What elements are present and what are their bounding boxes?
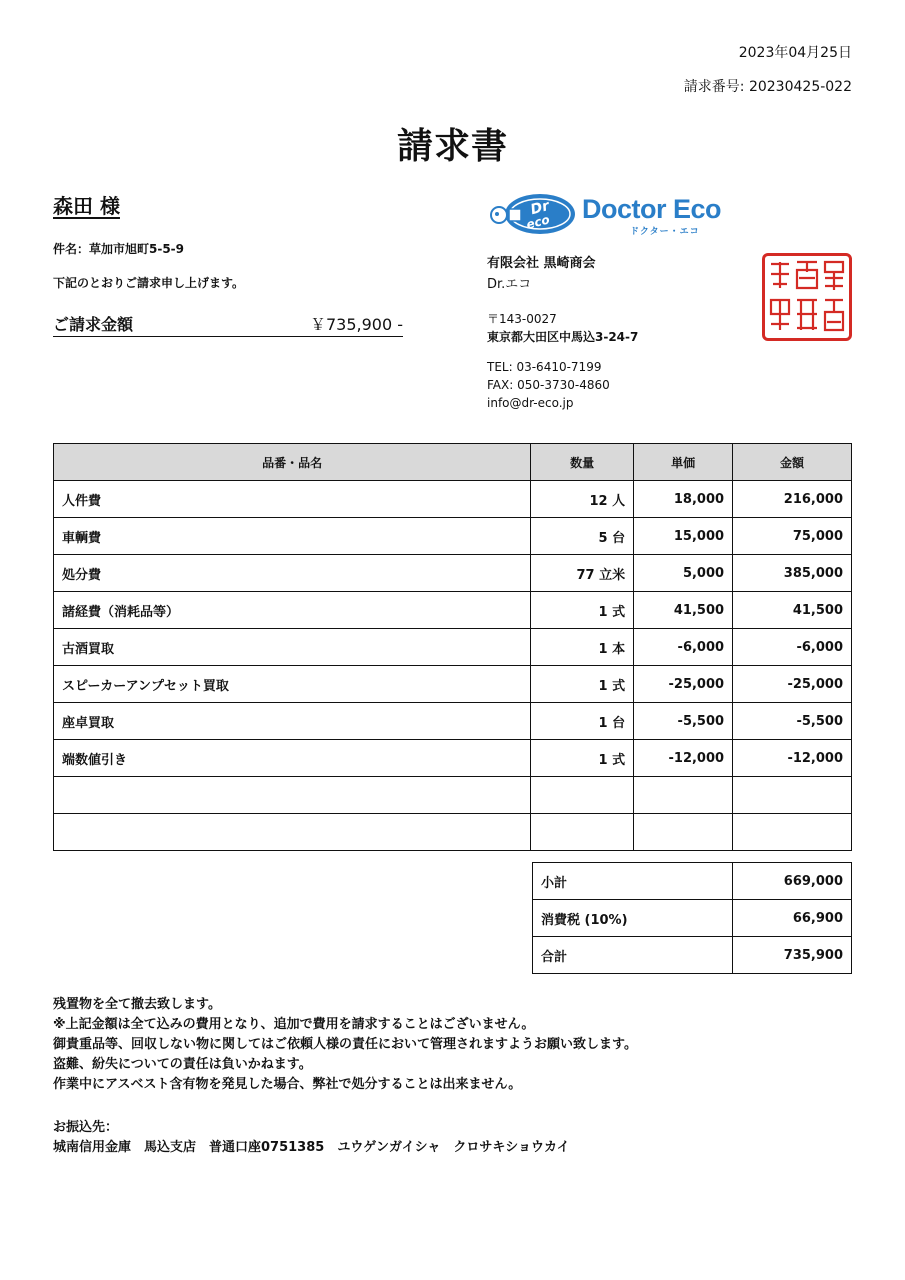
item-amount: -5,500 (733, 703, 852, 740)
item-qty: 1 式 (531, 740, 634, 777)
table-row (54, 666, 852, 703)
seal-stamp-icon (765, 256, 849, 338)
table-row-empty (54, 777, 852, 814)
subtotal-value: 669,000 (733, 863, 852, 900)
table-row (54, 629, 852, 666)
table-row (54, 481, 852, 518)
item-price: -12,000 (634, 740, 733, 777)
table-row (54, 518, 852, 555)
logo-emblem-icon (485, 187, 580, 239)
item-price: -25,000 (634, 666, 733, 703)
remark-line: 御貴重品等、回収しない物に関してはご依頼人様の責任において管理されますようお願い致します。 (53, 1037, 637, 1052)
remarks (53, 995, 637, 1095)
item-name: 人件費 (54, 481, 531, 518)
item-price: 5,000 (634, 555, 733, 592)
item-qty: 1 台 (531, 703, 634, 740)
page-title: 請求書 (396, 126, 508, 167)
remark-line: 作業中にアスベスト含有物を発見した場合、弊社で処分することは出来ません。 (53, 1077, 522, 1092)
company-email: info@dr-eco.jp (487, 396, 574, 410)
item-name: 古酒買取 (54, 629, 531, 666)
logo-wordmark: Doctor Eco (582, 194, 722, 224)
company-tel: TEL: 03-6410-7199 (487, 360, 602, 374)
table-row-empty (54, 814, 852, 851)
item-qty: 1 式 (531, 666, 634, 703)
company-address: 東京都大田区中馬込3-24-7 (487, 330, 639, 344)
item-amount: -12,000 (733, 740, 852, 777)
item-name: 端数値引き (54, 740, 531, 777)
header-unit-price: 単価 (634, 444, 733, 481)
item-amount: 41,500 (733, 592, 852, 629)
total-value: 735,900 (733, 937, 852, 974)
item-name: 諸経費（消耗品等） (54, 592, 531, 629)
item-qty: 1 式 (531, 592, 634, 629)
item-price: 41,500 (634, 592, 733, 629)
total-row (533, 937, 852, 974)
item-qty: 77 立米 (531, 555, 634, 592)
item-amount: 75,000 (733, 518, 852, 555)
svg-text:Dr: Dr (528, 198, 551, 219)
company-seal (762, 253, 852, 341)
item-price: -5,500 (634, 703, 733, 740)
request-note: 下記のとおりご請求申し上げます。 (53, 276, 245, 290)
company-logo (485, 187, 580, 243)
subject-line: 件名：草加市旭町5-5-9 (53, 242, 185, 256)
total-label: 合計 (533, 937, 733, 974)
table-row (54, 592, 852, 629)
item-amount: 385,000 (733, 555, 852, 592)
company-postal: 〒143-0027 (487, 312, 557, 326)
customer-name: 森田 様 (53, 194, 120, 218)
item-qty: 5 台 (531, 518, 634, 555)
header-amount: 金額 (733, 444, 852, 481)
items-table (53, 443, 852, 851)
item-price: 15,000 (634, 518, 733, 555)
billing-amount-row (53, 312, 403, 337)
item-amount: -25,000 (733, 666, 852, 703)
item-price: 18,000 (634, 481, 733, 518)
tax-label: 消費税 (10%) (533, 900, 733, 937)
item-amount: 216,000 (733, 481, 852, 518)
item-name: 車輌費 (54, 518, 531, 555)
item-qty: 1 本 (531, 629, 634, 666)
item-qty: 12 人 (531, 481, 634, 518)
header-quantity: 数量 (531, 444, 634, 481)
header-item-name: 品番・品名 (54, 444, 531, 481)
item-name: スピーカーアンプセット買取 (54, 666, 531, 703)
billing-amount-value: ￥735,900 - (309, 315, 403, 334)
tax-value: 66,900 (733, 900, 852, 937)
bank-label: お振込先： (53, 1120, 119, 1135)
subtotal-label: 小計 (533, 863, 733, 900)
table-row (54, 703, 852, 740)
table-header-row (54, 444, 852, 481)
subtotal-row (533, 863, 852, 900)
table-row (54, 555, 852, 592)
invoice-date: 2023年04月25日 (738, 45, 852, 61)
item-amount: -6,000 (733, 629, 852, 666)
company-fax: FAX: 050-3730-4860 (487, 378, 610, 392)
remark-line: 残置物を全て撤去致します。 (53, 997, 221, 1012)
remark-line: 盗難、紛失についての責任は負いかねます。 (53, 1057, 312, 1072)
item-name: 処分費 (54, 555, 531, 592)
item-price: -6,000 (634, 629, 733, 666)
invoice-number: 請求番号: 20230425-022 (683, 79, 852, 95)
logo-kana: ドクター・エコ (630, 227, 700, 237)
company-brand: Dr.エコ (487, 277, 532, 292)
tax-row (533, 900, 852, 937)
bank-details: 城南信用金庫 馬込支店 普通口座0751385 ユウゲンガイシャ クロサキショウカイ (53, 1140, 570, 1155)
billing-amount-label: ご請求金額 (53, 315, 134, 334)
summary-table (532, 862, 852, 974)
company-name: 有限会社 黒崎商会 (487, 256, 596, 271)
table-row (54, 740, 852, 777)
item-name: 座卓買取 (54, 703, 531, 740)
svg-text:eco: eco (524, 212, 552, 232)
remark-line: ※上記金額は全て込みの費用となり、追加で費用を請求することはございません。 (53, 1017, 535, 1032)
